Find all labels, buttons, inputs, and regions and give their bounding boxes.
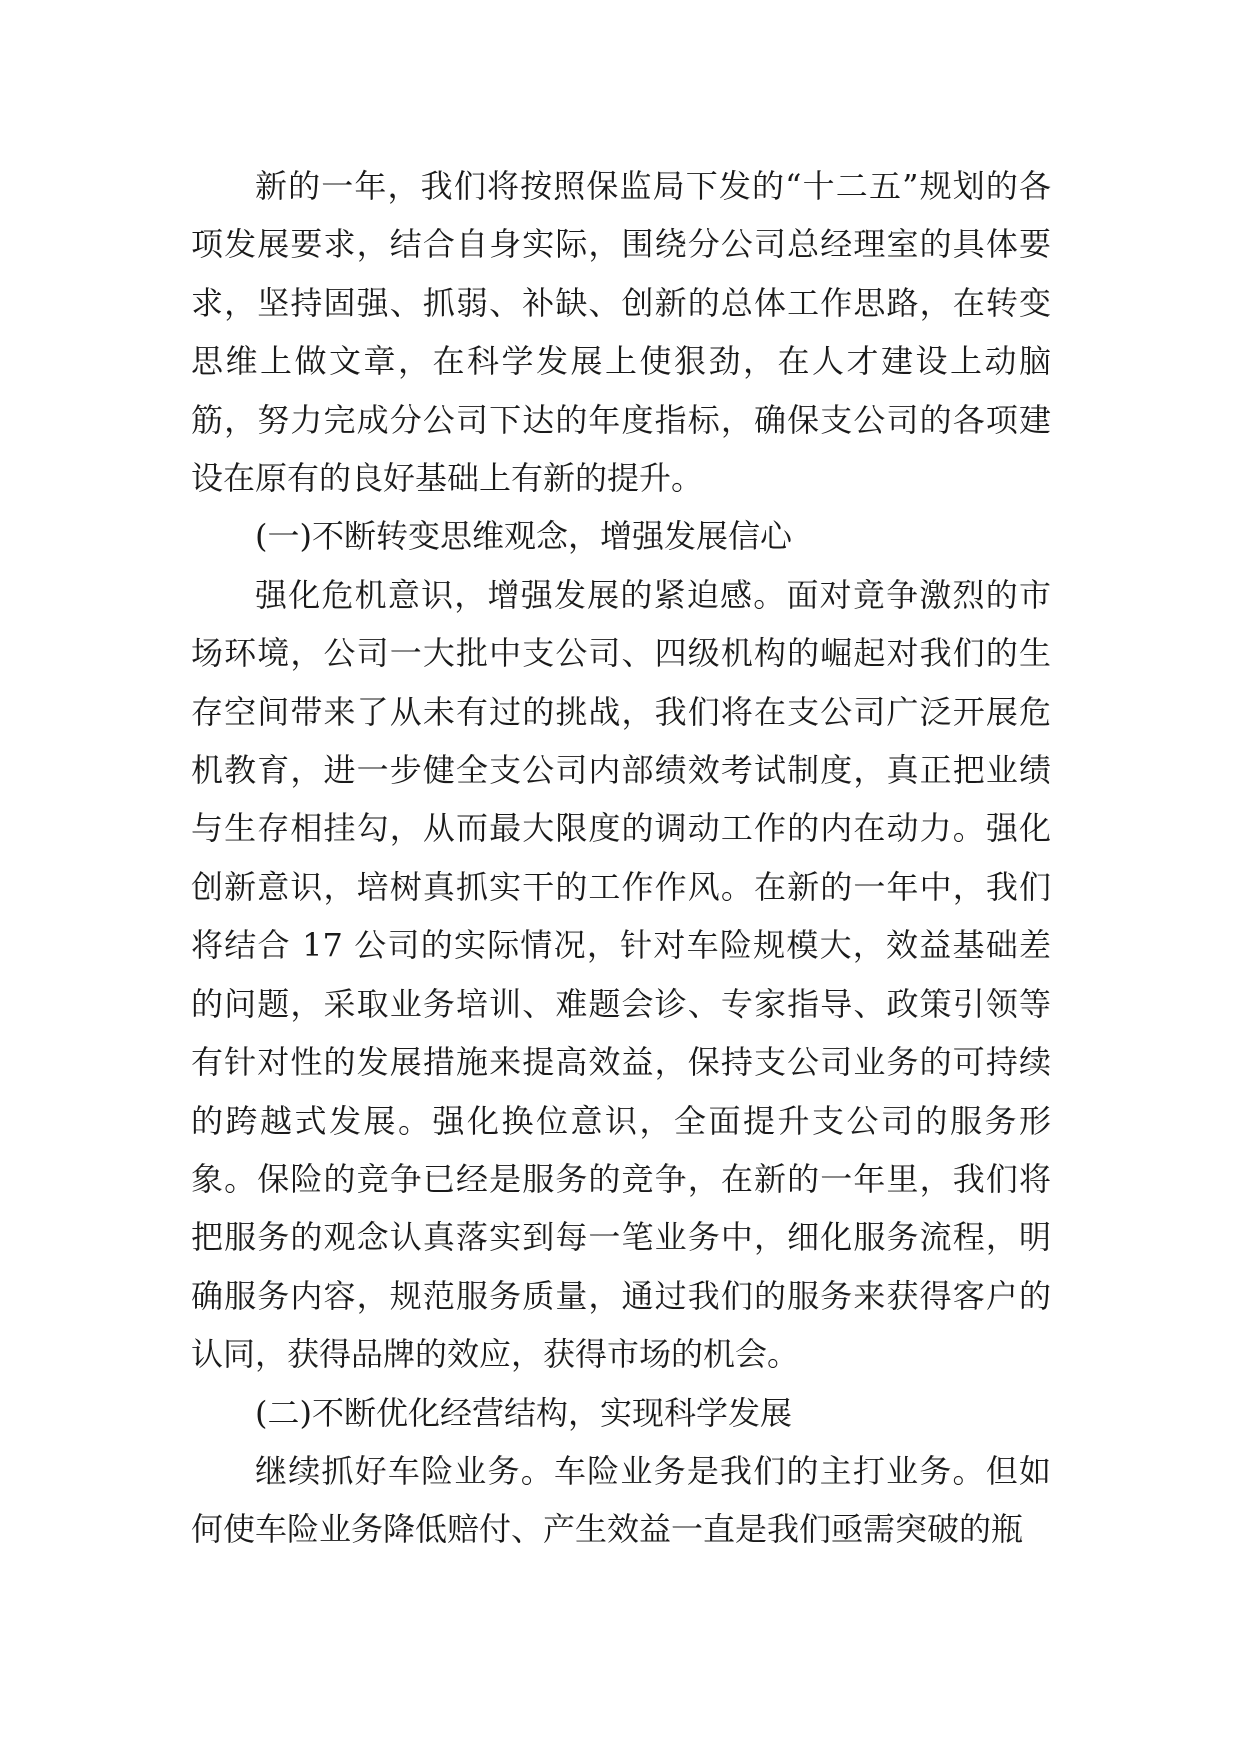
paragraph-section-2: 继续抓好车险业务。车险业务是我们的主打业务。但如何使车险业务降低赔付、产生效益一直是我们亟需突破的瓶 — [191, 1451, 1051, 1549]
section-heading-2: (二)不断优化经营结构，实现科学发展 — [255, 1393, 792, 1432]
section-heading-1: (一)不断转变思维观念，增强发展信心 — [255, 517, 792, 556]
paragraph-intro: 新的一年，我们将按照保监局下发的“十二五”规划的各项发展要求，结合自身实际，围绕分公司总经理室的具体要求，坚持固强、抓弱、补缺、创新的总体工作思路，在转变思维上做文章，在科学发展上使狠劲，在人才建设上动脑筋，努力完成分公司下达的年度指标，确保支公司的各项建设在原有的良好基础上有新的提升。 — [191, 167, 1051, 498]
document-body — [191, 157, 1051, 1559]
paragraph-section-1: 强化危机意识，增强发展的紧迫感。面对竟争激烈的市场环境，公司一大批中支公司、四级机构的崛起对我们的生存空间带来了从未有过的挑战，我们将在支公司广泛开展危机教育，进一步健全支公司内部绩效考试制度，真正把业绩与生存相挂勾，从而最大限度的调动工作的内在动力。强化创新意识，培树真抓实干的工作作风。在新的一年中，我们将结合 17 公司的实际情况，针对车险规模大，效益基础差的问题，采取业务培训、难题会诊、专家指导、政策引领等有针对性的发展措施来提高效益，保持支公司业务的可持续的跨越式发展。强化换位意识，全面提升支公司的服务形象。保险的竞争已经是服务的竞争，在新的一年里，我们将把服务的观念认真落实到每一笔业务中，细化服务流程，明确服务内容，规范服务质量，通过我们的服务来获得客户的认同，获得品牌的效应，获得市场的机会。 — [191, 575, 1051, 1374]
